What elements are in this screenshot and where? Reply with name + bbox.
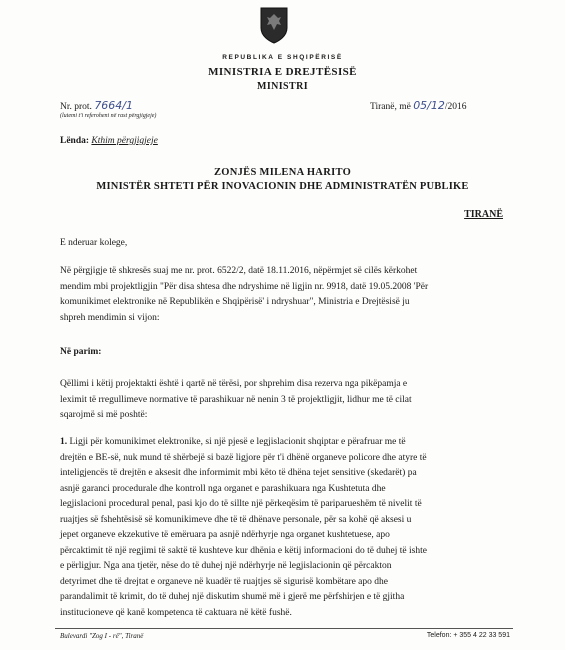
- protocol-label: Nr. prot.: [60, 102, 92, 112]
- place-label: Tiranë, më: [370, 102, 411, 112]
- place-date: [370, 99, 467, 112]
- point-number: 1.: [60, 437, 68, 447]
- text-line: sqarojmë si më poshtë:: [60, 410, 148, 420]
- paragraph-point-1: [60, 435, 504, 621]
- text-line: Në përgjigje të shkresës suaj me nr. prot. 6522/2, datë 18.11.2016, nëpërmjet së cilës kërkohet: [60, 266, 418, 276]
- footer-address: Bulevardi "Zog I - rë", Tiranë: [60, 632, 144, 640]
- text-line: detyrimet dhe të drejtat e organeve në kuadër të ruajtjes së sigurisë kombëtare apo dhe: [60, 576, 388, 587]
- recipient-name: ZONJËS MILENA HARITO: [213, 167, 352, 178]
- paragraph-purpose: [60, 377, 504, 424]
- ministry-heading: MINISTRIA E DREJTËSISË: [208, 66, 357, 78]
- protocol-number: [60, 99, 133, 112]
- text-line: përcaktimit të një regjimi të saktë të kushteve kur dhënia e këtij informacioni do të duhej të ishte: [60, 545, 427, 556]
- office-heading: MINISTRI: [257, 81, 308, 92]
- coat-of-arms-icon: [259, 6, 289, 44]
- footer-phone: Telefon: + 355 4 22 33 591: [426, 632, 510, 639]
- text-line: drejtën e BE-së, nuk mund të shërbejë si bazë ligjore për t'i dhënë organeve policore dhe atyre të: [60, 452, 427, 463]
- reference-note: (lutemi t'i referoheni në rast përgjigjeje): [60, 113, 157, 119]
- republic-heading: REPUBLIKA E SHQIPËRISË: [222, 54, 343, 61]
- text-line: [60, 435, 504, 451]
- text-line: leximit të rregullimeve normative të parashikuar në nenin 3 të projektligjit, lidhur me të cilat: [60, 394, 412, 405]
- subject-label: Lënda:: [60, 136, 90, 146]
- subject-line: [60, 136, 158, 146]
- subject-value: Kthim përgjigjeje: [91, 136, 158, 146]
- recipient-title: MINISTËR SHTETI PËR INOVACIONIN DHE ADMINISTRATËN PUBLIKE: [96, 181, 469, 192]
- recipient-city: TIRANË: [464, 209, 503, 220]
- text-line: ruajtjes së fshehtësisë së komunikimeve dhe të të dhënave personale, për sa kohë që aksesi u: [60, 514, 412, 525]
- footer-divider: [55, 628, 513, 629]
- date-handwritten: 05/12: [413, 99, 445, 112]
- text-line: asnjë garanci procedurale dhe kontroll nga organet e parashikuara nga Kushtetuta dhe: [60, 483, 386, 494]
- text-line: legjislacioni procedural penal, pasi kjo do të sillte një përkeqësim të pariparueshëm të nivelit të: [60, 499, 422, 509]
- text-line: komunikimet elektronike në Republikën e Shqipërisë' i ndryshuar", Ministria e Drejtësisë ju: [60, 297, 410, 307]
- text-line: institucioneve që kanë kompetenca të caktuara në këtë fushë.: [60, 607, 292, 618]
- date-year: /2016: [444, 102, 467, 112]
- text-line: mendim mbi projektligjin "Për disa shtesa dhe ndryshime në ligjin nr. 9918, datë 19.05.2008 'Për: [60, 281, 429, 292]
- text-line: shpreh mendimin si vijon:: [60, 312, 160, 323]
- greeting: E nderuar kolege,: [60, 238, 128, 248]
- text-line: e përligjur. Nga ana tjetër, nëse do të duhej një ndërhyrje në legjislacionin që përcakton: [60, 561, 392, 571]
- text-line: Qëllimi i këtij projektakti është i qartë në tërësi, por shprehim disa rezerva nga pikëpamja e: [60, 379, 408, 389]
- text-line: inteligjencës të drejtën e aksesit dhe informimit mbi këto të dhëna tejet sensitive (skedarët) pa: [60, 468, 417, 478]
- text-line: jepet organeve ekzekutive të emëruara pa asnjë ndërhyrje nga organet kushtetuese, apo: [60, 530, 390, 540]
- protocol-handwritten: 7664/1: [94, 99, 134, 112]
- text-line: parandalimit të krimit, do të duhej një diskutim shumë më i gjerë me përfshirjen e të gjitha: [60, 592, 405, 602]
- text-fragment: Ligji për komunikimet elektronike, si një pjesë e legjislacionit shqiptar e përafruar me të: [69, 437, 406, 447]
- section-heading: Në parim:: [60, 347, 102, 357]
- paragraph-intro: [60, 264, 504, 326]
